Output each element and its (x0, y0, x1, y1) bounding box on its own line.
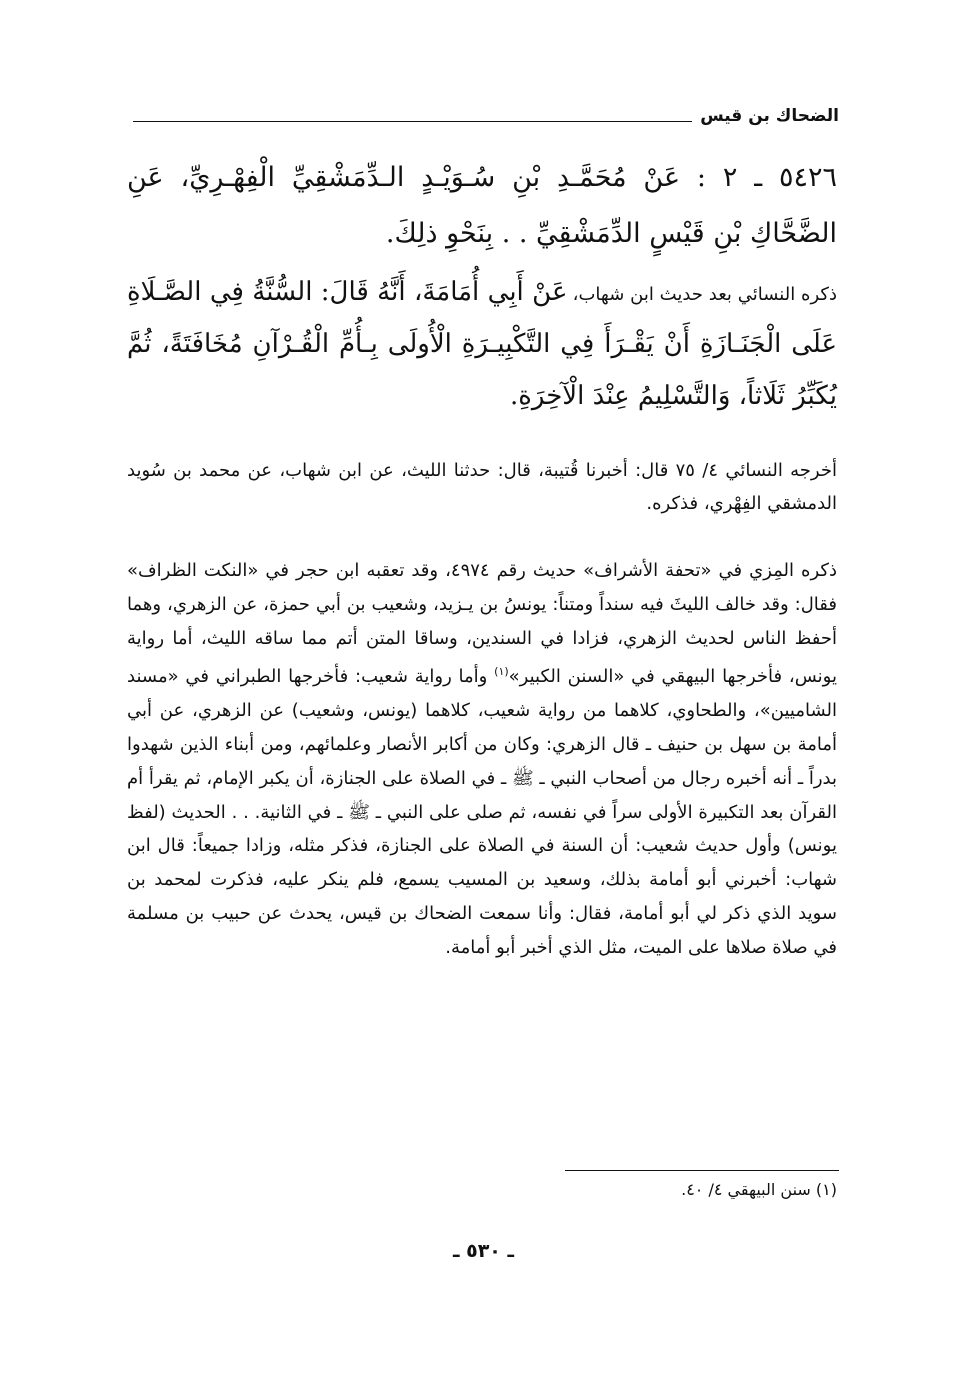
running-head (133, 94, 839, 128)
discussion-text-b: وأما رواية شعيب: فأخرجها الطبراني في «مسند الشاميين»، والطحاوي، كلاهما من رواية شعيب، كلاهما (يونس، وشعيب) عن الزهري، عن أبي أمامة بن سهل بن حنيف ـ قال الزهري: وكان من أكابر الأنصار وعلمائهم، ومن أبناء الذين شهدوا بدراً ـ أنه أخبره رجال من أصحاب النبي ـ ﷺ ـ في الصلاة على الجنازة، أن يكبر الإمام، ثم يقرأ أم القرآن بعد التكبيرة الأولى سراً في نفسه، ثم صلى على النبي ـ ﷺ ـ في الثانية. . . الحديث (لفظ يونس) وأول حديث شعيب: أن السنة في الصلاة على الجنازة، فذكر مثله، وزادا جميعاً: قال ابن شهاب: أخبرني أبو أمامة بذلك، وسعيد بن المسيب يسمع، فلم ينكر عليه، فذكرت لمحمد بن سويد الذي ذكر لي أبو أمامة، فقال: وأنا سمعت الضحاك بن قيس، يحدث عن حبيب بن مسلمة في صلاة صلاها على الميت، مثل الذي أخبر أبو أمامة. (127, 666, 837, 958)
matn-text: عَنْ أَبِي أُمَامَةَ، أَنَّهُ قَالَ: السُّنَّةُ فِي الصَّـلَاةِ عَلَى الْجَنَـازَةِ أَنْ يَقْـرَأَ فِي التَّكْبِيـرَةِ الْأُولَى بِـأُمِّ الْقُـرْآنِ مُخَافَتَةً، ثُمَّ يُكَبِّرُ ثَلَاثاً، وَالتَّسْلِيمُ عِنْدَ الْآخِرَةِ. (127, 277, 837, 411)
discussion-text-a: ذكره المِزي في «تحفة الأشراف» حديث رقم ٤٩٧٤، وقد تعقبه ابن حجر في «النكت الظراف» فقال: وقد خالف الليثَ فيه سنداً ومتناً: يونسُ بن يـزيد، وشعيب بن أبي حمزة، عن الزهري، وهما أحفظ الناس لحديث الزهري، فزادا في السندين، وساقا المتن أتم مما ساقه الليث، أما رواية يونس، فأخرجها البيهقي في «السنن الكبير» (127, 560, 837, 688)
hadith-text: ٥٤٢٦ ـ ٢ : عَنْ مُحَمَّـدِ بْنِ سُـوَيْـدٍ الـدِّمَشْقِيِّ الْفِهْـرِيِّ، عَنِ الضَّحَّاكِ بْنِ قَيْسٍ الدِّمَشْقِيِّ . . بِنَحْوِ ذلِكَ. (127, 162, 837, 249)
intro-text: ذكره النسائي بعد حديث ابن شهاب، (572, 284, 837, 305)
running-head-title: الضحاك بن قيس (700, 106, 839, 126)
footnote-rule (565, 1170, 839, 1171)
footnote-reference[interactable]: (١) (494, 665, 509, 679)
discussion-paragraph (127, 554, 837, 965)
footnote: (١) سنن البيهقي ٤/ ٤٠. (681, 1180, 837, 1199)
page-number: ـ ٥٣٠ ـ (452, 1240, 514, 1262)
nasai-mention (127, 266, 837, 422)
running-head-rule (133, 121, 692, 122)
takhrij-paragraph: أخرجه النسائي ٤/ ٧٥ قال: أخبرنا قُتيبة، قال: حدثنا الليث، عن ابن شهاب، عن محمد بن سُويد الدمشقي الفِهْري، فذكره. (127, 460, 837, 514)
